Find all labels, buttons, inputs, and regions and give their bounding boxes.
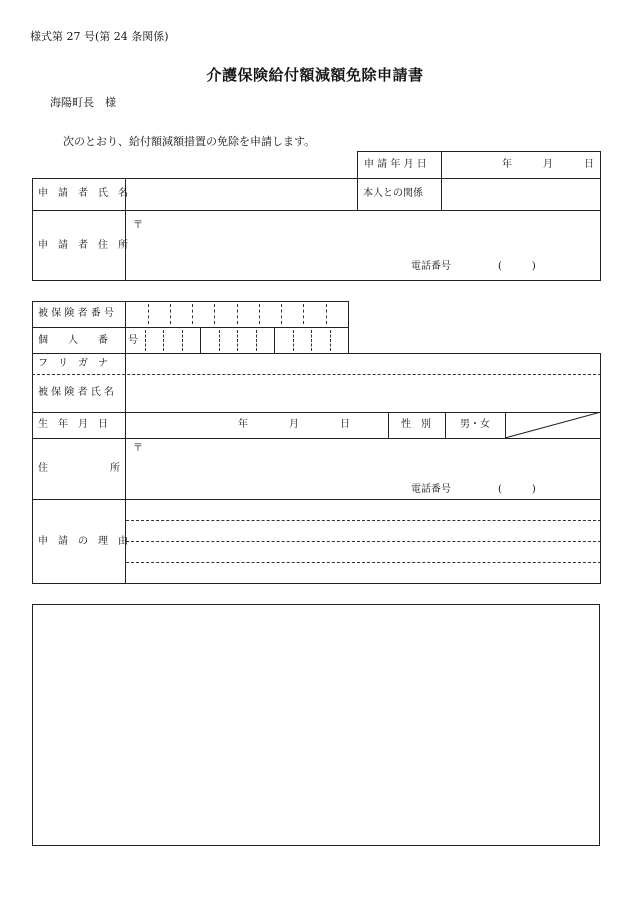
form-number: 様式第 27 号(第 24 条関係) <box>30 30 169 43</box>
application-date-field[interactable] <box>442 151 600 178</box>
applicant-name-label: 申 請 者 氏 名 <box>38 188 128 199</box>
applicant-phone-label: 電話番号 <box>411 261 451 272</box>
sex-options[interactable]: 男・女 <box>460 419 490 430</box>
intro-text: 次のとおり、給付額減額措置の免除を申請します。 <box>63 135 316 148</box>
postal-mark: 〒 <box>133 220 143 231</box>
relationship-field[interactable] <box>442 179 600 209</box>
furigana-label: フ リ ガ ナ <box>38 358 108 369</box>
page-title: 介護保険給付額減額免除申請書 <box>206 66 424 84</box>
insured-phone-paren: ( ) <box>498 484 536 495</box>
diagonal-strike-cell <box>505 412 601 438</box>
recipient: 海陽町長 様 <box>50 96 116 109</box>
insured-number-label: 被 保 険 者 番 号 <box>38 308 114 319</box>
insured-phone-label: 電話番号 <box>411 484 451 495</box>
reason-label: 申 請 の 理 由 <box>38 536 128 547</box>
birth-date-label: 生 年 月 日 <box>38 419 108 430</box>
insured-postal-mark: 〒 <box>133 443 143 454</box>
insured-name-field[interactable] <box>126 375 600 411</box>
insured-address-label: 住 <box>38 463 48 474</box>
application-date-label: 申 請 年 月 日 <box>364 159 427 170</box>
notes-box[interactable] <box>32 604 600 846</box>
furigana-field[interactable] <box>126 354 600 373</box>
relationship-label: 本人との関係 <box>363 188 423 199</box>
sex-label: 性 別 <box>401 419 431 430</box>
applicant-name-field[interactable] <box>126 179 356 209</box>
personal-number-label: 個 人 番 号 <box>38 335 138 346</box>
insured-name-label: 被 保 険 者 氏 名 <box>38 387 114 398</box>
applicant-address-label: 申 請 者 住 所 <box>38 240 128 251</box>
applicant-phone-paren: ( ) <box>498 261 536 272</box>
